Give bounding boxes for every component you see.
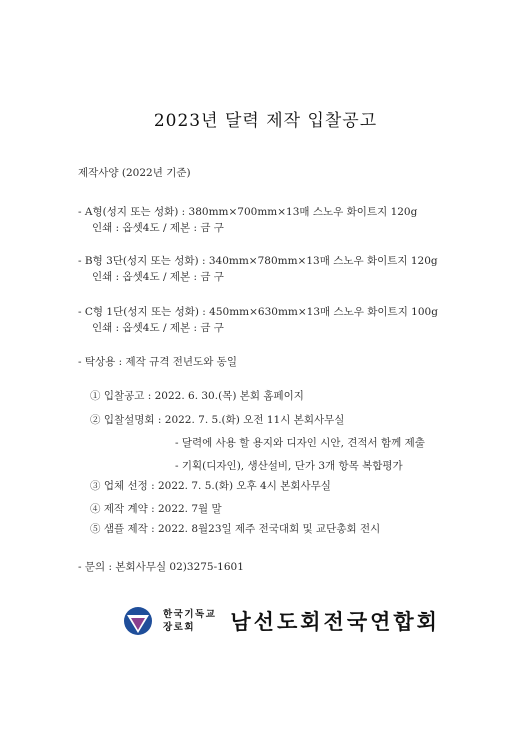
spec-a-line2: 인쇄 : 옵셋4도 / 제본 : 금 구 [92,222,224,234]
org-affiliation-line1: 한국기독교 [163,609,217,620]
spec-c-line1: - C형 1단(성지 또는 성화) : 450mm×630mm×13매 스노우 화이트지 100g [78,306,438,318]
schedule-item-1: ① 입찰공고 : 2022. 6. 30.(목) 본회 홈페이지 [90,390,304,402]
schedule-item-3: ③ 업체 선정 : 2022. 7. 5.(화) 오후 4시 본회사무실 [90,480,331,492]
desk-spec: - 탁상용 : 제작 규격 전년도와 동일 [78,356,237,368]
organization-name: 남선도회전국연합회 [230,610,440,634]
schedule-item-4: ④ 제작 계약 : 2022. 7월 말 [90,503,222,515]
org-affiliation [163,608,216,634]
schedule-item-5: ⑤ 샘플 제작 : 2022. 8월23일 제주 전국대회 및 교단총회 전시 [90,523,381,535]
spec-a-line1: - A형(성지 또는 성화) : 380mm×700mm×13매 스노우 화이트지 120g [78,206,418,218]
document-title: 2023년 달력 제작 입찰공고 [153,111,378,131]
organization-footer [123,604,440,638]
organization-logo-icon [123,606,153,636]
spec-b-line1: - B형 3단(성지 또는 성화) : 340mm×780mm×13매 스노우 화이트지 120g [78,255,438,267]
schedule-item-2: ② 입찰설명회 : 2022. 7. 5.(화) 오전 11시 본회사무실 [90,414,345,426]
section-heading: 제작사양 (2022년 기준) [78,167,191,179]
schedule-item-2-sub1: - 달력에 사용 할 용지와 디자인 시안, 견적서 함께 제출 [175,437,425,449]
spec-c-line2: 인쇄 : 옵셋4도 / 제본 : 금 구 [92,322,224,334]
org-affiliation-line2: 장로회 [163,622,196,633]
contact-line: - 문의 : 본회사무실 02)3275-1601 [78,561,244,573]
schedule-item-2-sub2: - 기획(디자인), 생산설비, 단가 3개 항목 복합평가 [175,460,403,472]
spec-b-line2: 인쇄 : 옵셋4도 / 제본 : 금 구 [92,271,224,283]
